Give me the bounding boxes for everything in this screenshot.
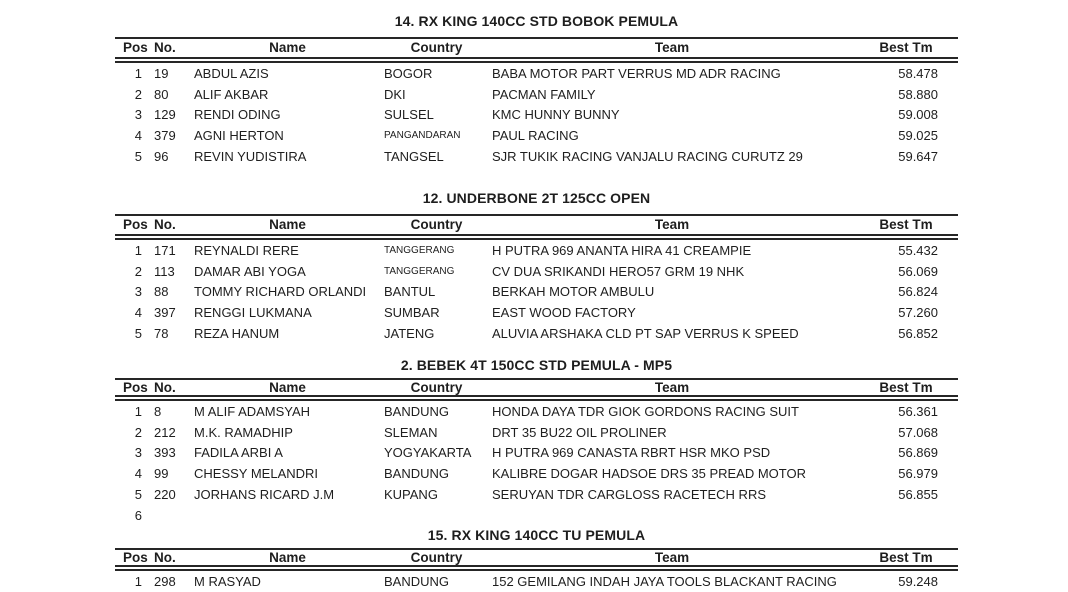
cell-no: 220 <box>154 487 176 503</box>
column-header-team: Team <box>490 379 854 398</box>
cell-no: 8 <box>154 403 162 419</box>
column-header-pos: Pos <box>115 215 152 237</box>
cell-best_tm: 56.824 <box>898 284 938 300</box>
cell-country: BANDUNG <box>384 466 450 482</box>
cell-best_tm: 56.869 <box>898 445 938 461</box>
cell-pos: 1 <box>134 573 142 589</box>
section-title: 12. UNDERBONE 2T 125CC OPEN <box>422 189 651 206</box>
column-header-country: Country <box>383 379 490 398</box>
cell-pos: 1 <box>134 65 142 81</box>
cell-team: ALUVIA ARSHAKA CLD PT SAP VERRUS K SPEED <box>492 326 799 342</box>
cell-name <box>192 505 383 526</box>
cell-name: JORHANS RICARD J.M <box>194 487 335 503</box>
table-row <box>115 398 958 422</box>
header-row <box>115 215 958 237</box>
cell-best_tm: 56.855 <box>898 487 938 503</box>
results-table <box>115 37 958 167</box>
column-header-name: Name <box>192 379 383 398</box>
cell-team: H PUTRA 969 CANASTA RBRT HSR MKO PSD <box>492 445 771 461</box>
column-header-team: Team <box>490 549 854 568</box>
table-row <box>115 443 958 464</box>
cell-best_tm: 59.025 <box>898 128 938 144</box>
cell-team: SERUYAN TDR CARGLOSS RACETECH RRS <box>492 487 767 503</box>
cell-pos: 5 <box>134 149 142 165</box>
cell-best_tm: 55.432 <box>898 242 938 258</box>
cell-name: M.K. RAMADHIP <box>194 424 293 440</box>
cell-team: HONDA DAYA TDR GIOK GORDONS RACING SUIT <box>492 403 799 419</box>
cell-team: SJR TUKIK RACING VANJALU RACING CURUTZ 29 <box>492 149 803 165</box>
cell-country: JATENG <box>384 326 435 342</box>
header-row <box>115 38 958 60</box>
cell-name: CHESSY MELANDRI <box>194 466 319 482</box>
table-row <box>115 323 958 344</box>
cell-no: 19 <box>154 65 169 81</box>
cell-team: BABA MOTOR PART VERRUS MD ADR RACING <box>492 65 781 81</box>
column-header-no: No. <box>152 379 192 398</box>
cell-name: REYNALDI RERE <box>194 242 299 258</box>
cell-pos: 1 <box>134 403 142 419</box>
column-header-pos: Pos <box>115 379 152 398</box>
cell-best_tm: 59.647 <box>898 149 938 165</box>
cell-team: 152 GEMILANG INDAH JAYA TOOLS BLACKANT RACING <box>492 573 837 589</box>
header-row <box>115 379 958 398</box>
cell-name: RENDI ODING <box>194 107 281 123</box>
results-table <box>115 378 958 526</box>
cell-pos: 4 <box>134 128 142 144</box>
cell-best_tm <box>854 505 958 526</box>
cell-team: KMC HUNNY BUNNY <box>492 107 620 123</box>
table-row <box>115 105 958 126</box>
column-header-best_tm: Best Tm <box>854 379 958 398</box>
cell-name: TOMMY RICHARD ORLANDI <box>194 284 367 300</box>
cell-country: TANGSEL <box>384 149 444 165</box>
column-header-pos: Pos <box>115 38 152 60</box>
cell-name: M RASYAD <box>194 573 261 589</box>
cell-country: BANDUNG <box>384 403 450 419</box>
cell-name: REZA HANUM <box>194 326 280 342</box>
cell-team: PACMAN FAMILY <box>492 86 596 102</box>
cell-country: YOGYAKARTA <box>384 445 472 461</box>
cell-pos: 6 <box>134 507 142 523</box>
cell-team: EAST WOOD FACTORY <box>492 305 636 321</box>
column-header-name: Name <box>192 215 383 237</box>
cell-country: PANGANDARAN <box>384 130 461 142</box>
cell-pos: 2 <box>134 424 142 440</box>
section-title: 15. RX KING 140CC TU PEMULA <box>427 526 646 543</box>
cell-pos: 3 <box>134 107 142 123</box>
cell-country: BOGOR <box>384 65 433 81</box>
cell-name: DAMAR ABI YOGA <box>194 263 306 279</box>
cell-country <box>383 505 490 526</box>
cell-pos: 1 <box>134 242 142 258</box>
table-row <box>115 84 958 105</box>
cell-pos: 5 <box>134 326 142 342</box>
cell-team: KALIBRE DOGAR HADSOE DRS 35 PREAD MOTOR <box>492 466 806 482</box>
table-row <box>115 568 958 592</box>
cell-team: BERKAH MOTOR AMBULU <box>492 284 655 300</box>
cell-country: KUPANG <box>384 487 438 503</box>
column-header-no: No. <box>152 38 192 60</box>
cell-best_tm: 56.852 <box>898 326 938 342</box>
cell-no: 78 <box>154 326 169 342</box>
cell-name: M ALIF ADAMSYAH <box>194 403 311 419</box>
cell-pos: 2 <box>134 263 142 279</box>
column-header-best_tm: Best Tm <box>854 549 958 568</box>
result-section <box>115 191 958 344</box>
table-row <box>115 282 958 303</box>
table-row <box>115 146 958 167</box>
column-header-no: No. <box>152 549 192 568</box>
table-row <box>115 484 958 505</box>
cell-no: 212 <box>154 424 176 440</box>
cell-team: CV DUA SRIKANDI HERO57 GRM 19 NHK <box>492 263 745 279</box>
cell-no: 171 <box>154 242 176 258</box>
result-section <box>115 358 958 526</box>
cell-no <box>152 505 192 526</box>
cell-pos: 4 <box>134 305 142 321</box>
table-row <box>115 60 958 84</box>
header-row <box>115 549 958 568</box>
section-title: 14. RX KING 140CC STD BOBOK PEMULA <box>394 13 679 29</box>
results-sections <box>0 14 1068 592</box>
cell-country: SUMBAR <box>384 305 440 321</box>
cell-country: TANGGERANG <box>384 244 455 256</box>
cell-team: DRT 35 BU22 OIL PROLINER <box>492 424 667 440</box>
cell-best_tm: 57.260 <box>898 305 938 321</box>
column-header-team: Team <box>490 38 854 60</box>
cell-pos: 2 <box>134 86 142 102</box>
column-header-country: Country <box>383 549 490 568</box>
cell-country: SULSEL <box>384 107 434 123</box>
cell-no: 298 <box>154 573 176 589</box>
cell-name: FADILA ARBI A <box>194 445 283 461</box>
cell-pos: 3 <box>134 284 142 300</box>
column-header-country: Country <box>383 38 490 60</box>
column-header-team: Team <box>490 215 854 237</box>
table-row <box>115 463 958 484</box>
cell-best_tm: 58.478 <box>898 65 938 81</box>
cell-team: PAUL RACING <box>492 128 579 144</box>
column-header-name: Name <box>192 549 383 568</box>
result-section <box>115 528 958 592</box>
cell-best_tm: 56.361 <box>898 403 938 419</box>
cell-no: 96 <box>154 149 169 165</box>
cell-no: 99 <box>154 466 169 482</box>
cell-no: 393 <box>154 445 176 461</box>
cell-country: TANGGERANG <box>384 265 455 277</box>
column-header-best_tm: Best Tm <box>854 215 958 237</box>
cell-country: DKI <box>384 86 406 102</box>
column-header-name: Name <box>192 38 383 60</box>
cell-best_tm: 56.069 <box>898 263 938 279</box>
table-row <box>115 505 958 526</box>
column-header-no: No. <box>152 215 192 237</box>
cell-no: 113 <box>154 263 175 279</box>
table-row <box>115 422 958 443</box>
cell-name: REVIN YUDISTIRA <box>194 149 307 165</box>
cell-name: RENGGI LUKMANA <box>194 305 312 321</box>
cell-best_tm: 58.880 <box>898 86 938 102</box>
results-table <box>115 214 958 344</box>
cell-name: AGNI HERTON <box>194 128 284 144</box>
cell-name: ALIF AKBAR <box>194 86 269 102</box>
results-table <box>115 548 958 592</box>
cell-country: SLEMAN <box>384 424 438 440</box>
cell-best_tm: 56.979 <box>898 466 938 482</box>
section-title: 2. BEBEK 4T 150CC STD PEMULA - MP5 <box>400 356 673 373</box>
column-header-pos: Pos <box>115 549 152 568</box>
cell-no: 80 <box>154 86 169 102</box>
cell-best_tm: 59.248 <box>898 573 938 589</box>
result-section <box>115 14 958 167</box>
cell-name: ABDUL AZIS <box>194 65 269 81</box>
cell-pos: 4 <box>134 466 142 482</box>
column-header-best_tm: Best Tm <box>854 38 958 60</box>
cell-no: 397 <box>154 305 176 321</box>
cell-no: 129 <box>154 107 176 123</box>
table-row <box>115 237 958 261</box>
table-row <box>115 261 958 282</box>
table-row <box>115 125 958 146</box>
cell-pos: 3 <box>134 445 142 461</box>
cell-country: BANTUL <box>384 284 436 300</box>
cell-team <box>490 505 854 526</box>
cell-best_tm: 59.008 <box>898 107 938 123</box>
cell-no: 88 <box>154 284 169 300</box>
cell-pos: 5 <box>134 487 142 503</box>
cell-best_tm: 57.068 <box>898 424 938 440</box>
cell-country: BANDUNG <box>384 573 450 589</box>
column-header-country: Country <box>383 215 490 237</box>
cell-team: H PUTRA 969 ANANTA HIRA 41 CREAMPIE <box>492 242 752 258</box>
table-row <box>115 302 958 323</box>
cell-no: 379 <box>154 128 176 144</box>
